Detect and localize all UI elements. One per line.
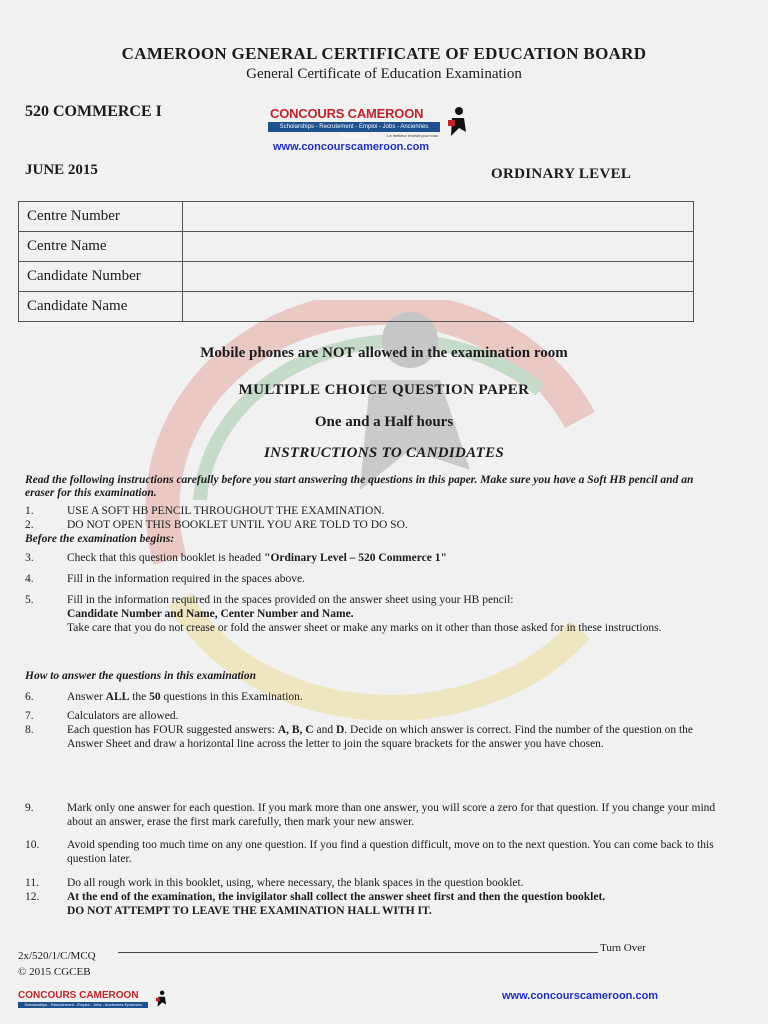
centre-number-field[interactable]	[183, 202, 694, 232]
candidate-info-table	[18, 201, 694, 322]
item-emphasis: 50	[149, 691, 161, 703]
logo-url-link[interactable]: www.concourscameroon.com	[273, 141, 430, 153]
item-text: Take care that you do not crease or fold the answer sheet or make any marks on it other than those asked for in these instructions.	[67, 622, 662, 634]
item-text: Answer	[67, 691, 106, 703]
turn-over-label: Turn Over	[600, 942, 646, 954]
mobile-phone-notice: Mobile phones are NOT allowed in the examination room	[200, 345, 568, 361]
item-number: 8.	[25, 724, 34, 736]
footer-rule	[118, 952, 598, 953]
item-text: Calculators are allowed.	[67, 710, 179, 722]
item-text: Do all rough work in this booklet, using, where necessary, the blank spaces in the question booklet.	[67, 877, 524, 889]
item-number: 12.	[25, 891, 40, 903]
how-to-answer-heading: How to answer the questions in this examination	[25, 670, 257, 682]
logo-title: CONCOURS CAMEROON	[18, 990, 139, 1001]
paper-reference-code: 2x/520/1/C/MCQ	[18, 950, 96, 962]
item-text: Avoid spending too much time on any one question. If you find a question difficult, move on to the next question. You can come back to this question later.	[67, 839, 714, 865]
table-row	[19, 262, 694, 292]
paper-type: MULTIPLE CHOICE QUESTION PAPER	[238, 382, 530, 398]
item-text: Fill in the information required in the spaces above.	[67, 573, 305, 585]
item-text: the	[129, 691, 150, 703]
instructions-intro: Read the following instructions carefully before you start answering the questions in this paper. Make sure you have a Soft HB pencil and an eraser for this examination.	[25, 474, 694, 499]
item-text: Check that this question booklet is headed	[67, 552, 265, 564]
before-exam-heading: Before the examination begins:	[25, 533, 175, 545]
item-emphasis: Candidate Number and Name, Center Number and Name.	[67, 608, 354, 620]
exam-level: ORDINARY LEVEL	[491, 166, 632, 182]
reader-figure-icon	[154, 990, 168, 1008]
item-emphasis: D	[335, 724, 345, 736]
item-emphasis: A, B, C	[277, 724, 314, 736]
concours-cameroon-logo	[268, 106, 468, 154]
item-emphasis: ALL	[105, 691, 130, 703]
item-number: 1.	[25, 505, 34, 517]
exam-subtitle: General Certificate of Education Examination	[246, 66, 522, 82]
candidate-name-label: Candidate Name	[19, 292, 183, 322]
item-number: 10.	[25, 839, 40, 851]
item-number: 11.	[25, 877, 39, 889]
item-emphasis: "Ordinary Level – 520 Commerce 1"	[264, 552, 447, 564]
item-number: 6.	[25, 691, 34, 703]
centre-name-field[interactable]	[183, 232, 694, 262]
candidate-number-field[interactable]	[183, 262, 694, 292]
item-text: DO NOT OPEN THIS BOOKLET UNTIL YOU ARE TOLD TO DO SO.	[67, 519, 408, 531]
candidate-number-label: Candidate Number	[19, 262, 183, 292]
item-text: Mark only one answer for each question. If you mark more than one answer, you will score a zero for that question. If you change your mind about an answer, erase the first mark carefully, then mark your new answer.	[67, 802, 716, 828]
instructions-title: INSTRUCTIONS TO CANDIDATES	[263, 445, 505, 461]
table-row	[19, 232, 694, 262]
table-row	[19, 202, 694, 232]
item-text: questions in this Examination.	[160, 691, 303, 703]
item-text: Each question has FOUR suggested answers:	[67, 724, 278, 736]
logo-strip: Scholarships - Recrutement - Emploi - Jobs - Anciennes Epreuves	[18, 1002, 148, 1008]
item-number: 9.	[25, 802, 34, 814]
exam-duration: One and a Half hours	[314, 414, 454, 430]
item-text: Fill in the information required in the spaces provided on the answer sheet using your HB pencil:	[67, 594, 514, 606]
paper-code: 520 COMMERCE I	[25, 103, 162, 120]
exam-session: JUNE 2015	[25, 162, 98, 178]
centre-number-label: Centre Number	[19, 202, 183, 232]
item-text: DO NOT ATTEMPT TO LEAVE THE EXAMINATION HALL WITH IT.	[67, 905, 432, 917]
reader-figure-icon	[446, 106, 468, 138]
table-row	[19, 292, 694, 322]
item-text: and	[313, 724, 336, 736]
item-text: . Decide on which answer is correct. Find the number of the question on the Answer Sheet and draw a horizontal line across the letter to join the square brackets for the answer you have chosen.	[67, 724, 694, 750]
candidate-name-field[interactable]	[183, 292, 694, 322]
item-number: 2.	[25, 519, 34, 531]
item-number: 4.	[25, 573, 34, 585]
centre-name-label: Centre Name	[19, 232, 183, 262]
item-number: 5.	[25, 594, 34, 606]
copyright-notice: © 2015 CGCEB	[18, 966, 91, 978]
item-text: At the end of the examination, the invigilator shall collect the answer sheet first and then the question booklet.	[67, 891, 606, 903]
logo-strip: Scholarships - Recrutement - Emploi - Jobs - Anciennes Epreuves	[268, 122, 440, 132]
footer-url-link[interactable]: www.concourscameroon.com	[502, 990, 659, 1002]
item-number: 3.	[25, 552, 34, 564]
logo-tagline: Le meilleur endroit pour tous	[387, 133, 438, 138]
logo-title: CONCOURS CAMEROON	[270, 106, 424, 121]
item-number: 7.	[25, 710, 34, 722]
board-title: CAMEROON GENERAL CERTIFICATE OF EDUCATION BOARD	[121, 44, 647, 63]
item-text: USE A SOFT HB PENCIL THROUGHOUT THE EXAMINATION.	[67, 505, 385, 517]
concours-cameroon-logo-small	[18, 990, 168, 1010]
